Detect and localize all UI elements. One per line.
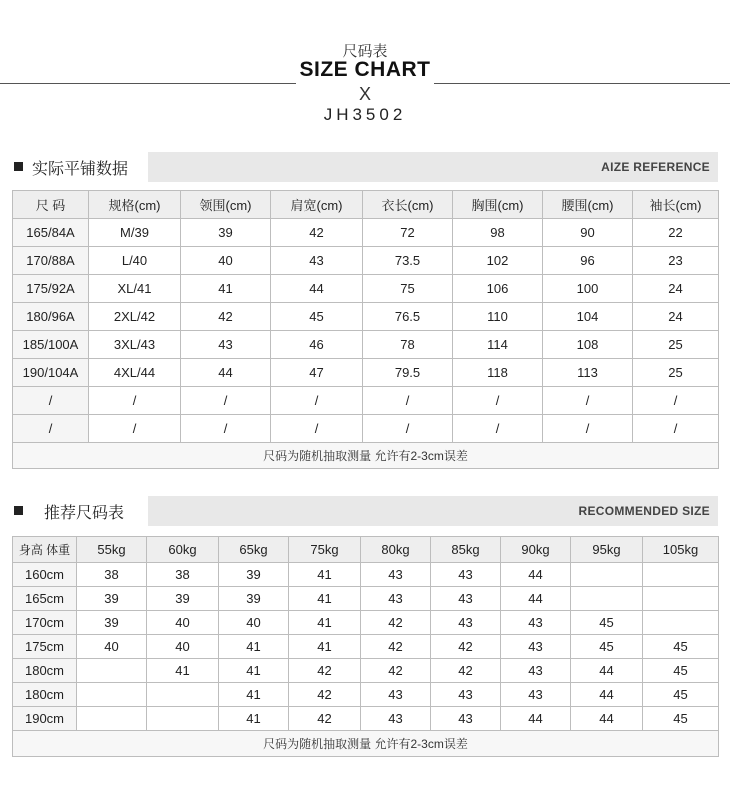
header-separator: X (358, 84, 371, 104)
table-cell: / (633, 387, 719, 415)
table-cell: 24 (633, 303, 719, 331)
table-cell: 41 (289, 563, 361, 587)
measurements-title-band (148, 152, 718, 182)
table-cell: 44 (501, 707, 571, 731)
section-bullet-icon (14, 162, 23, 171)
recommended-header-row (13, 537, 719, 563)
recommended-title-en: RECOMMENDED SIZE (578, 504, 710, 518)
table-cell: 90 (543, 219, 633, 247)
table-cell: 43 (361, 587, 431, 611)
table-cell: 39 (219, 563, 289, 587)
table-cell: 42 (289, 707, 361, 731)
table-cell: / (181, 387, 271, 415)
table-cell: / (543, 387, 633, 415)
table-cell: / (181, 415, 271, 443)
table-cell: / (89, 415, 181, 443)
recommended-section-header (12, 496, 718, 526)
size-label: 175/92A (13, 275, 89, 303)
weight-header: 85kg (431, 537, 501, 563)
table-cell: 40 (181, 247, 271, 275)
table-cell: 43 (361, 563, 431, 587)
table-cell (571, 587, 643, 611)
table-row (13, 387, 719, 415)
table-cell: 46 (271, 331, 363, 359)
table-cell: / (363, 415, 453, 443)
size-label: 165/84A (13, 219, 89, 247)
table-cell: XL/41 (89, 275, 181, 303)
recommended-title: 推荐尺码表 (44, 505, 125, 522)
table-cell: 100 (543, 275, 633, 303)
size-label: 190/104A (13, 359, 89, 387)
weight-header: 105kg (643, 537, 719, 563)
table-cell: 40 (147, 635, 219, 659)
table-cell (147, 707, 219, 731)
table-cell (643, 563, 719, 587)
table-cell: 43 (431, 707, 501, 731)
weight-header: 55kg (77, 537, 147, 563)
table-cell: 42 (361, 659, 431, 683)
height-label: 175cm (13, 635, 77, 659)
measurements-title-en: AIZE REFERENCE (601, 160, 710, 174)
table-row (13, 275, 719, 303)
table-cell (77, 707, 147, 731)
table-cell: M/39 (89, 219, 181, 247)
table-cell: 78 (363, 331, 453, 359)
table-cell (77, 659, 147, 683)
weight-header: 90kg (501, 537, 571, 563)
table-cell: 39 (147, 587, 219, 611)
column-header: 胸围(cm) (453, 191, 543, 219)
height-label: 190cm (13, 707, 77, 731)
table-cell: 98 (453, 219, 543, 247)
table-row (13, 219, 719, 247)
table-cell: 42 (431, 635, 501, 659)
table-cell: 44 (501, 587, 571, 611)
header-title-en: SIZE CHART (299, 58, 431, 81)
measurements-title: 实际平铺数据 (32, 161, 129, 178)
recommended-note: 尺码为随机抽取测量 允许有2-3cm误差 (13, 731, 719, 757)
table-cell: 96 (543, 247, 633, 275)
table-cell: 44 (571, 659, 643, 683)
model-number: JH3502 (323, 105, 407, 124)
column-header: 规格(cm) (89, 191, 181, 219)
table-cell: 41 (289, 611, 361, 635)
table-cell: 39 (219, 587, 289, 611)
measurements-note-row (13, 443, 719, 469)
table-cell: 104 (543, 303, 633, 331)
table-cell: 41 (219, 635, 289, 659)
table-cell: 23 (633, 247, 719, 275)
table-row (13, 415, 719, 443)
table-cell: 113 (543, 359, 633, 387)
table-row (13, 587, 719, 611)
table-cell: / (453, 387, 543, 415)
table-row (13, 683, 719, 707)
measurements-note: 尺码为随机抽取测量 允许有2-3cm误差 (13, 443, 719, 469)
height-label: 180cm (13, 683, 77, 707)
measurements-table (12, 190, 719, 469)
table-cell: / (271, 415, 363, 443)
height-label: 180cm (13, 659, 77, 683)
table-cell: 43 (361, 707, 431, 731)
table-cell: 72 (363, 219, 453, 247)
table-cell: 42 (361, 635, 431, 659)
table-cell: 41 (289, 635, 361, 659)
table-cell: / (453, 415, 543, 443)
weight-header: 65kg (219, 537, 289, 563)
table-cell: 43 (181, 331, 271, 359)
column-header: 领围(cm) (181, 191, 271, 219)
table-cell: 43 (271, 247, 363, 275)
weight-header: 60kg (147, 537, 219, 563)
table-cell: 43 (431, 587, 501, 611)
table-cell: 44 (501, 563, 571, 587)
table-row (13, 359, 719, 387)
table-cell: / (633, 415, 719, 443)
table-cell: 108 (543, 331, 633, 359)
table-cell: 24 (633, 275, 719, 303)
table-row (13, 331, 719, 359)
column-header: 衣长(cm) (363, 191, 453, 219)
table-cell: 118 (453, 359, 543, 387)
measurements-header-row (13, 191, 719, 219)
table-cell: 42 (181, 303, 271, 331)
section-bullet-icon (14, 506, 23, 515)
table-cell: 73.5 (363, 247, 453, 275)
table-cell (77, 683, 147, 707)
weight-header: 95kg (571, 537, 643, 563)
table-row (13, 707, 719, 731)
table-cell: 41 (219, 659, 289, 683)
table-cell: 42 (289, 659, 361, 683)
table-cell: 43 (501, 635, 571, 659)
table-cell: 38 (147, 563, 219, 587)
measurements-section-header (12, 152, 718, 182)
table-cell: 38 (77, 563, 147, 587)
table-cell: 42 (431, 659, 501, 683)
table-cell: 41 (289, 587, 361, 611)
size-label: 170/88A (13, 247, 89, 275)
weight-header: 80kg (361, 537, 431, 563)
table-cell: 45 (643, 707, 719, 731)
table-cell: 45 (571, 635, 643, 659)
header-title-cn: 尺码表 (342, 43, 388, 60)
column-header: 尺 码 (13, 191, 89, 219)
table-cell (571, 563, 643, 587)
table-cell: 44 (571, 707, 643, 731)
table-cell: 25 (633, 359, 719, 387)
table-cell: 110 (453, 303, 543, 331)
table-cell: 79.5 (363, 359, 453, 387)
table-cell: 45 (571, 611, 643, 635)
table-cell: 45 (643, 659, 719, 683)
table-cell: 43 (501, 611, 571, 635)
table-cell: 41 (219, 707, 289, 731)
height-label: 170cm (13, 611, 77, 635)
table-row (13, 303, 719, 331)
recommended-table (12, 536, 719, 757)
table-cell: L/40 (89, 247, 181, 275)
table-row (13, 563, 719, 587)
corner-header: 身高 体重 (13, 537, 77, 563)
size-label: 185/100A (13, 331, 89, 359)
table-cell: 42 (271, 219, 363, 247)
height-label: 165cm (13, 587, 77, 611)
table-cell: 114 (453, 331, 543, 359)
table-cell: 76.5 (363, 303, 453, 331)
column-header: 腰围(cm) (543, 191, 633, 219)
table-cell: / (543, 415, 633, 443)
size-label: / (13, 387, 89, 415)
size-label: / (13, 415, 89, 443)
table-cell: 43 (431, 611, 501, 635)
size-label: 180/96A (13, 303, 89, 331)
weight-header: 75kg (289, 537, 361, 563)
table-cell: 45 (271, 303, 363, 331)
table-row (13, 611, 719, 635)
table-cell: 39 (181, 219, 271, 247)
table-cell: 45 (643, 635, 719, 659)
table-cell: / (89, 387, 181, 415)
table-cell: 40 (77, 635, 147, 659)
table-cell (643, 587, 719, 611)
table-cell: 45 (643, 683, 719, 707)
table-cell: 43 (431, 563, 501, 587)
table-cell (147, 683, 219, 707)
table-cell: 42 (289, 683, 361, 707)
table-cell: 25 (633, 331, 719, 359)
table-row (13, 635, 719, 659)
table-cell (643, 611, 719, 635)
table-cell: 44 (181, 359, 271, 387)
column-header: 袖长(cm) (633, 191, 719, 219)
table-cell: 42 (361, 611, 431, 635)
table-cell: 41 (219, 683, 289, 707)
table-cell: 40 (219, 611, 289, 635)
table-cell: 43 (431, 683, 501, 707)
table-cell: 22 (633, 219, 719, 247)
column-header: 肩宽(cm) (271, 191, 363, 219)
table-row (13, 659, 719, 683)
table-cell: 4XL/44 (89, 359, 181, 387)
table-cell: 102 (453, 247, 543, 275)
table-cell: 3XL/43 (89, 331, 181, 359)
table-cell: 43 (361, 683, 431, 707)
recommended-title-band (148, 496, 718, 526)
table-cell: 106 (453, 275, 543, 303)
table-cell: / (271, 387, 363, 415)
recommended-note-row (13, 731, 719, 757)
table-cell: 2XL/42 (89, 303, 181, 331)
table-cell: 39 (77, 611, 147, 635)
table-cell: 39 (77, 587, 147, 611)
table-cell: 47 (271, 359, 363, 387)
table-cell: 43 (501, 659, 571, 683)
table-cell: 44 (571, 683, 643, 707)
height-label: 160cm (13, 563, 77, 587)
table-cell: 41 (147, 659, 219, 683)
table-cell: 44 (271, 275, 363, 303)
table-row (13, 247, 719, 275)
table-cell: 40 (147, 611, 219, 635)
table-cell: 41 (181, 275, 271, 303)
size-chart-header (0, 0, 730, 130)
table-cell: 75 (363, 275, 453, 303)
table-cell: / (363, 387, 453, 415)
table-cell: 43 (501, 683, 571, 707)
